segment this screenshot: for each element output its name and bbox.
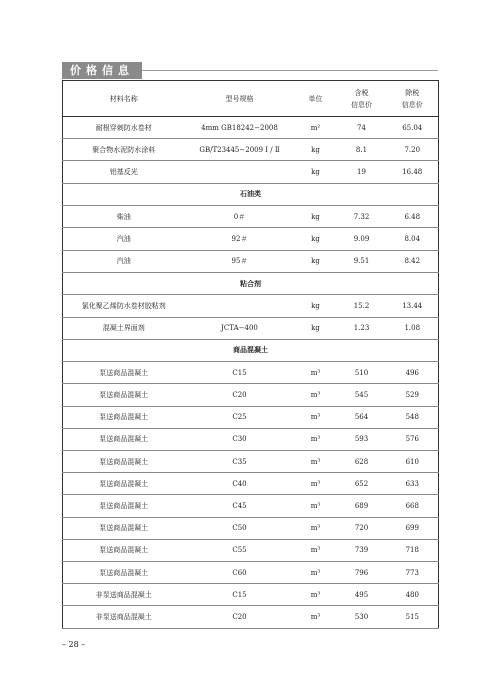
cell-spec: GB/T23445−2009 I / Ⅱ [185, 139, 295, 161]
table-row [63, 451, 439, 473]
cell-price-tax-incl: 628 [337, 451, 387, 473]
cell-price-tax-excl: 548 [387, 406, 439, 428]
table-row [63, 250, 439, 272]
cell-price-tax-incl: 593 [337, 428, 387, 450]
cell-price-tax-excl: 718 [387, 539, 439, 561]
section-heading: 商品混凝土 [63, 339, 439, 362]
cell-price-tax-excl: 515 [387, 606, 439, 628]
cell-unit: m³ [295, 517, 337, 539]
cell-material-name: 氯化聚乙烯防水卷材胶粘剂 [63, 295, 185, 317]
cell-unit: m³ [295, 406, 337, 428]
cell-price-tax-incl: 689 [337, 495, 387, 517]
cell-material-name: 泵送商品混凝土 [63, 362, 185, 384]
header-divider [142, 70, 438, 71]
section-heading: 粘合剂 [63, 272, 439, 295]
cell-material-name: 汽油 [63, 250, 185, 272]
table-section-row [63, 339, 439, 362]
header-price-tax-excl-line1: 除税 [405, 88, 420, 97]
cell-price-tax-excl: 480 [387, 584, 439, 606]
cell-material-name: 柴油 [63, 206, 185, 228]
cell-spec: C15 [185, 362, 295, 384]
cell-price-tax-excl: 773 [387, 561, 439, 583]
header-price-tax-incl-line2: 信息价 [351, 100, 372, 109]
table-row [63, 517, 439, 539]
header-price-tax-incl [337, 81, 387, 117]
cell-material-name: 汽油 [63, 228, 185, 250]
cell-price-tax-incl: 495 [337, 584, 387, 606]
table-row [63, 606, 439, 628]
cell-spec: 92＃ [185, 228, 295, 250]
cell-price-tax-incl: 9.51 [337, 250, 387, 272]
cell-price-tax-excl: 699 [387, 517, 439, 539]
cell-spec: C20 [185, 606, 295, 628]
cell-price-tax-excl: 13.44 [387, 295, 439, 317]
cell-price-tax-incl: 739 [337, 539, 387, 561]
cell-unit: kg [295, 206, 337, 228]
cell-price-tax-incl: 796 [337, 561, 387, 583]
header-price-tax-excl-line2: 信息价 [401, 100, 423, 109]
cell-material-name: 泵送商品混凝土 [63, 561, 185, 583]
cell-price-tax-excl: 65.04 [387, 117, 439, 139]
section-title-tag: 价格信息 [62, 62, 142, 79]
cell-material-name: 非泵送商品混凝土 [63, 584, 185, 606]
cell-unit: m³ [295, 495, 337, 517]
cell-material-name: 聚合物水泥防水涂料 [63, 139, 185, 161]
table-section-row [63, 183, 439, 206]
table-row [63, 362, 439, 384]
cell-price-tax-incl: 652 [337, 473, 387, 495]
cell-spec: 4mm GB18242−2008 [185, 117, 295, 139]
cell-price-tax-excl: 16.48 [387, 161, 439, 183]
cell-price-tax-incl: 19 [337, 161, 387, 183]
cell-unit: m³ [295, 384, 337, 406]
cell-unit: kg [295, 317, 337, 339]
cell-unit: kg [295, 250, 337, 272]
cell-unit: m³ [295, 362, 337, 384]
cell-spec: C50 [185, 517, 295, 539]
cell-price-tax-incl: 15.2 [337, 295, 387, 317]
table-header-row [63, 81, 439, 117]
table-row [63, 584, 439, 606]
cell-material-name: 耐根穿刺防水卷材 [63, 117, 185, 139]
cell-price-tax-incl: 545 [337, 384, 387, 406]
cell-price-tax-excl: 610 [387, 451, 439, 473]
cell-price-tax-excl: 633 [387, 473, 439, 495]
table-row [63, 384, 439, 406]
table-body [63, 117, 439, 629]
table-row [63, 406, 439, 428]
cell-price-tax-excl: 1.08 [387, 317, 439, 339]
table-section-row [63, 272, 439, 295]
cell-material-name: 泵送商品混凝土 [63, 384, 185, 406]
cell-material-name: 泵送商品混凝土 [63, 473, 185, 495]
cell-spec [185, 161, 295, 183]
cell-material-name: 泵送商品混凝土 [63, 539, 185, 561]
section-heading: 石油类 [63, 183, 439, 206]
cell-price-tax-incl: 564 [337, 406, 387, 428]
page-number: – 28 – [62, 640, 86, 649]
cell-price-tax-excl: 8.04 [387, 228, 439, 250]
cell-material-name: 泵送商品混凝土 [63, 406, 185, 428]
header-spec: 型号规格 [185, 81, 295, 117]
cell-unit: kg [295, 161, 337, 183]
table-row [63, 206, 439, 228]
cell-price-tax-incl: 9.09 [337, 228, 387, 250]
cell-material-name: 泵送商品混凝土 [63, 428, 185, 450]
cell-material-name: 混凝土界面剂 [63, 317, 185, 339]
header-price-tax-excl [387, 81, 439, 117]
header-unit: 单位 [295, 81, 337, 117]
table-row [63, 295, 439, 317]
table-row [63, 428, 439, 450]
table-row [63, 117, 439, 139]
cell-price-tax-excl: 8.42 [387, 250, 439, 272]
cell-price-tax-excl: 576 [387, 428, 439, 450]
table-row [63, 473, 439, 495]
table-row [63, 539, 439, 561]
cell-spec: C35 [185, 451, 295, 473]
header-material-name: 材料名称 [63, 81, 185, 117]
cell-price-tax-excl: 496 [387, 362, 439, 384]
cell-spec: C55 [185, 539, 295, 561]
cell-price-tax-incl: 8.1 [337, 139, 387, 161]
table-row [63, 139, 439, 161]
cell-unit: m² [295, 117, 337, 139]
cell-spec: 95＃ [185, 250, 295, 272]
cell-spec: C45 [185, 495, 295, 517]
cell-unit: kg [295, 139, 337, 161]
table-row [63, 495, 439, 517]
header-price-tax-incl-line1: 含税 [354, 88, 369, 97]
cell-price-tax-incl: 1.23 [337, 317, 387, 339]
cell-price-tax-incl: 510 [337, 362, 387, 384]
cell-spec: C20 [185, 384, 295, 406]
cell-unit: m³ [295, 539, 337, 561]
cell-material-name: 非泵送商品混凝土 [63, 606, 185, 628]
table-row [63, 317, 439, 339]
cell-price-tax-incl: 74 [337, 117, 387, 139]
cell-spec: C40 [185, 473, 295, 495]
cell-unit: kg [295, 295, 337, 317]
cell-unit: m³ [295, 473, 337, 495]
table-row [63, 561, 439, 583]
table-row [63, 228, 439, 250]
cell-material-name: 泵送商品混凝土 [63, 451, 185, 473]
cell-spec: C30 [185, 428, 295, 450]
cell-unit: m³ [295, 584, 337, 606]
cell-price-tax-excl: 529 [387, 384, 439, 406]
cell-spec: 0＃ [185, 206, 295, 228]
cell-price-tax-excl: 668 [387, 495, 439, 517]
cell-spec [185, 295, 295, 317]
cell-unit: m³ [295, 428, 337, 450]
cell-spec: JCTA−400 [185, 317, 295, 339]
cell-price-tax-excl: 7.20 [387, 139, 439, 161]
cell-unit: kg [295, 228, 337, 250]
cell-unit: m³ [295, 561, 337, 583]
cell-price-tax-incl: 720 [337, 517, 387, 539]
price-table [62, 80, 439, 629]
table-row [63, 161, 439, 183]
cell-price-tax-incl: 530 [337, 606, 387, 628]
cell-price-tax-excl: 6.48 [387, 206, 439, 228]
cell-unit: m³ [295, 606, 337, 628]
cell-spec: C15 [185, 584, 295, 606]
cell-price-tax-incl: 7.32 [337, 206, 387, 228]
cell-material-name: 泵送商品混凝土 [63, 495, 185, 517]
price-table-container [62, 80, 438, 629]
cell-unit: m³ [295, 451, 337, 473]
cell-spec: C25 [185, 406, 295, 428]
cell-spec: C60 [185, 561, 295, 583]
cell-material-name: 铝基反光 [63, 161, 185, 183]
cell-material-name: 泵送商品混凝土 [63, 517, 185, 539]
